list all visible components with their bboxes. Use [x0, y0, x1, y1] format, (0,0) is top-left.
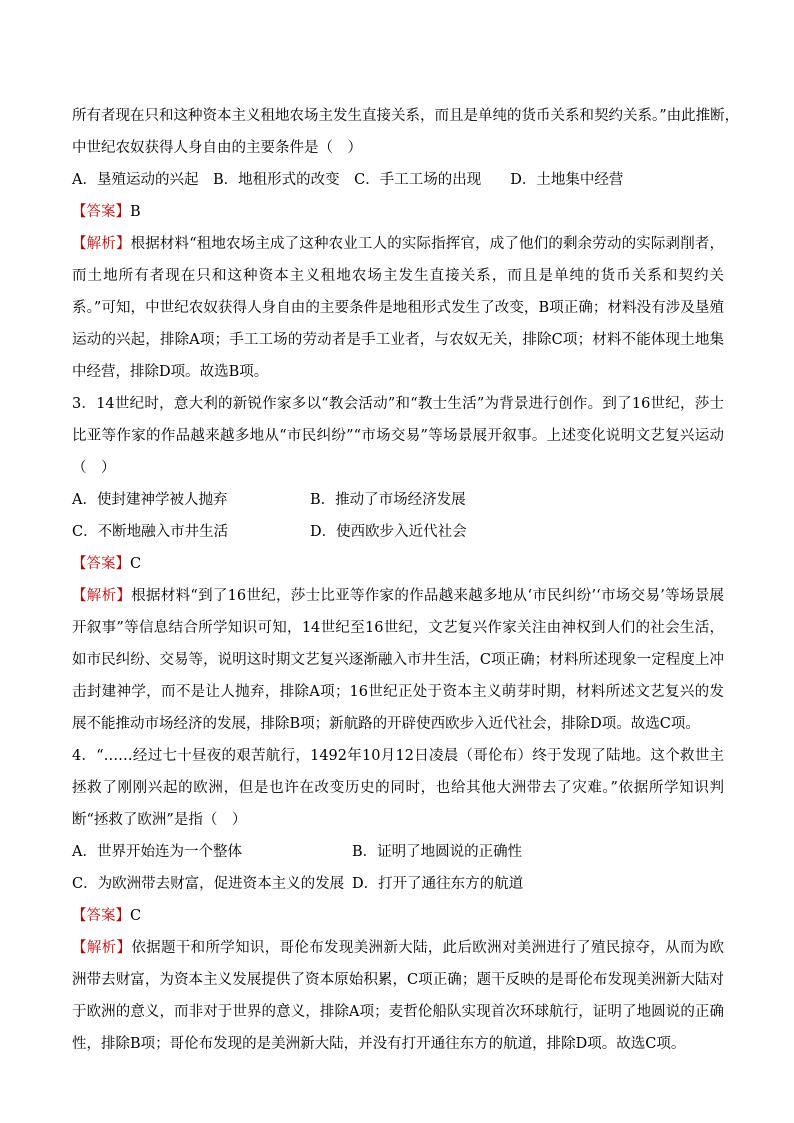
q4-option-c: C．为欧洲带去财富，促进资本主义的发展	[72, 876, 345, 892]
analysis-tag: 【解析】	[72, 588, 132, 604]
analysis-tag: 【解析】	[72, 940, 132, 956]
q3-option-a: A．使封建神学被人抛弃	[72, 492, 228, 508]
q4-option-d: D．打开了通往东方的航道	[352, 876, 524, 892]
q2-answer	[72, 196, 724, 228]
analysis-text: 根据材料“租地农场主成了这种农业工人的实际指挥官，成了他们的剩余劳动的实际剥削者，而土地所有者现在只和这种资本主义租地农场主发生直接关系，而且是单纯的货币关系和契约关系。”可知，中世纪农奴获得人身自由的主要条件是地租形式发生了改变，B项正确；材料没有涉及垦殖运动的兴起，排除A项；手工工场的劳动者是手工业者，与农奴无关，排除C项；材料不能体现土地集中经营，排除D项。故选B项。	[72, 236, 724, 380]
q3-option-d: D．使西欧步入近代社会	[310, 524, 467, 540]
answer-value: C	[130, 908, 142, 924]
q3-options-row1	[72, 484, 724, 516]
q3-analysis	[72, 580, 724, 740]
answer-value: C	[130, 556, 142, 572]
q4-options-row1	[72, 836, 724, 868]
q2-stem-line2: 中世纪农奴获得人身自由的主要条件是（ ）	[72, 140, 362, 156]
answer-value: B	[130, 204, 141, 220]
answer-tag: 【答案】	[72, 556, 130, 572]
q4-stem: 4．“……经过七十昼夜的艰苦航行，1492年10月12日凌晨（哥伦布）终于发现了陆地。这个救世主拯救了刚刚兴起的欧洲，但是也许在改变历史的同时，也给其他大洲带去了灾难。”依据所学知识判断“拯救了欧洲”是指（ ）	[72, 748, 724, 828]
answer-tag: 【答案】	[72, 908, 130, 924]
q3-stem: 3．14世纪时，意大利的新锐作家多以“教会活动”和“教士生活”为背景进行创作。到了16世纪，莎士比亚等作家的作品越来越多地从“市民纠纷”“市场交易”等场景展开叙事。上述变化说明文艺复兴运动（ ）	[72, 396, 724, 476]
q3-option-b: B．推动了市场经济发展	[310, 492, 466, 508]
q2-options: A．垦殖运动的兴起 B．地租形式的改变 C．手工工场的出现 D．土地集中经营	[72, 172, 624, 188]
q3-options-row2	[72, 516, 724, 548]
q3-option-c: C．不断地融入市井生活	[72, 524, 229, 540]
answer-tag: 【答案】	[72, 204, 130, 220]
q2-analysis	[72, 228, 724, 388]
analysis-text: 依据题干和所学知识，哥伦布发现美洲新大陆，此后欧洲对美洲进行了殖民掠夺，从而为欧洲带去财富，为资本主义发展提供了资本原始积累，C项正确；题干反映的是哥伦布发现美洲新大陆对于欧洲的意义，而非对于世界的意义，排除A项；麦哲伦船队实现首次环球航行，证明了地圆说的正确性，排除B项；哥伦布发现的是美洲新大陆，并没有打开通往东方的航道，排除D项。故选C项。	[72, 940, 725, 1052]
q4-analysis	[72, 932, 724, 1060]
document-body	[72, 100, 740, 1060]
q3-answer	[72, 548, 724, 580]
analysis-tag: 【解析】	[72, 236, 131, 252]
q4-option-b: B．证明了地圆说的正确性	[352, 844, 523, 860]
q4-option-a: A．世界开始连为一个整体	[72, 844, 242, 860]
q2-stem-line1: 所有者现在只和这种资本主义租地农场主发生直接关系，而且是单纯的货币关系和契约关系。”由此推断，	[72, 108, 740, 124]
q4-answer	[72, 900, 724, 932]
q4-options-row2	[72, 868, 724, 900]
analysis-text: 根据材料“到了16世纪，莎士比亚等作家的作品越来越多地从‘市民纠纷’‘市场交易’等场景展开叙事”等信息结合所学知识可知，14世纪至16世纪，文艺复兴作家关注由神权到人们的社会生活，如市民纠纷、交易等，说明这时期文艺复兴逐渐融入市井生活，C项正确；材料所述现象一定程度上冲击封建神学，而不是让人抛弃，排除A项；16世纪正处于资本主义萌芽时期，材料所述文艺复兴的发展不能推动市场经济的发展，排除B项；新航路的开辟使西欧步入近代社会，排除D项。故选C项。	[72, 588, 725, 732]
